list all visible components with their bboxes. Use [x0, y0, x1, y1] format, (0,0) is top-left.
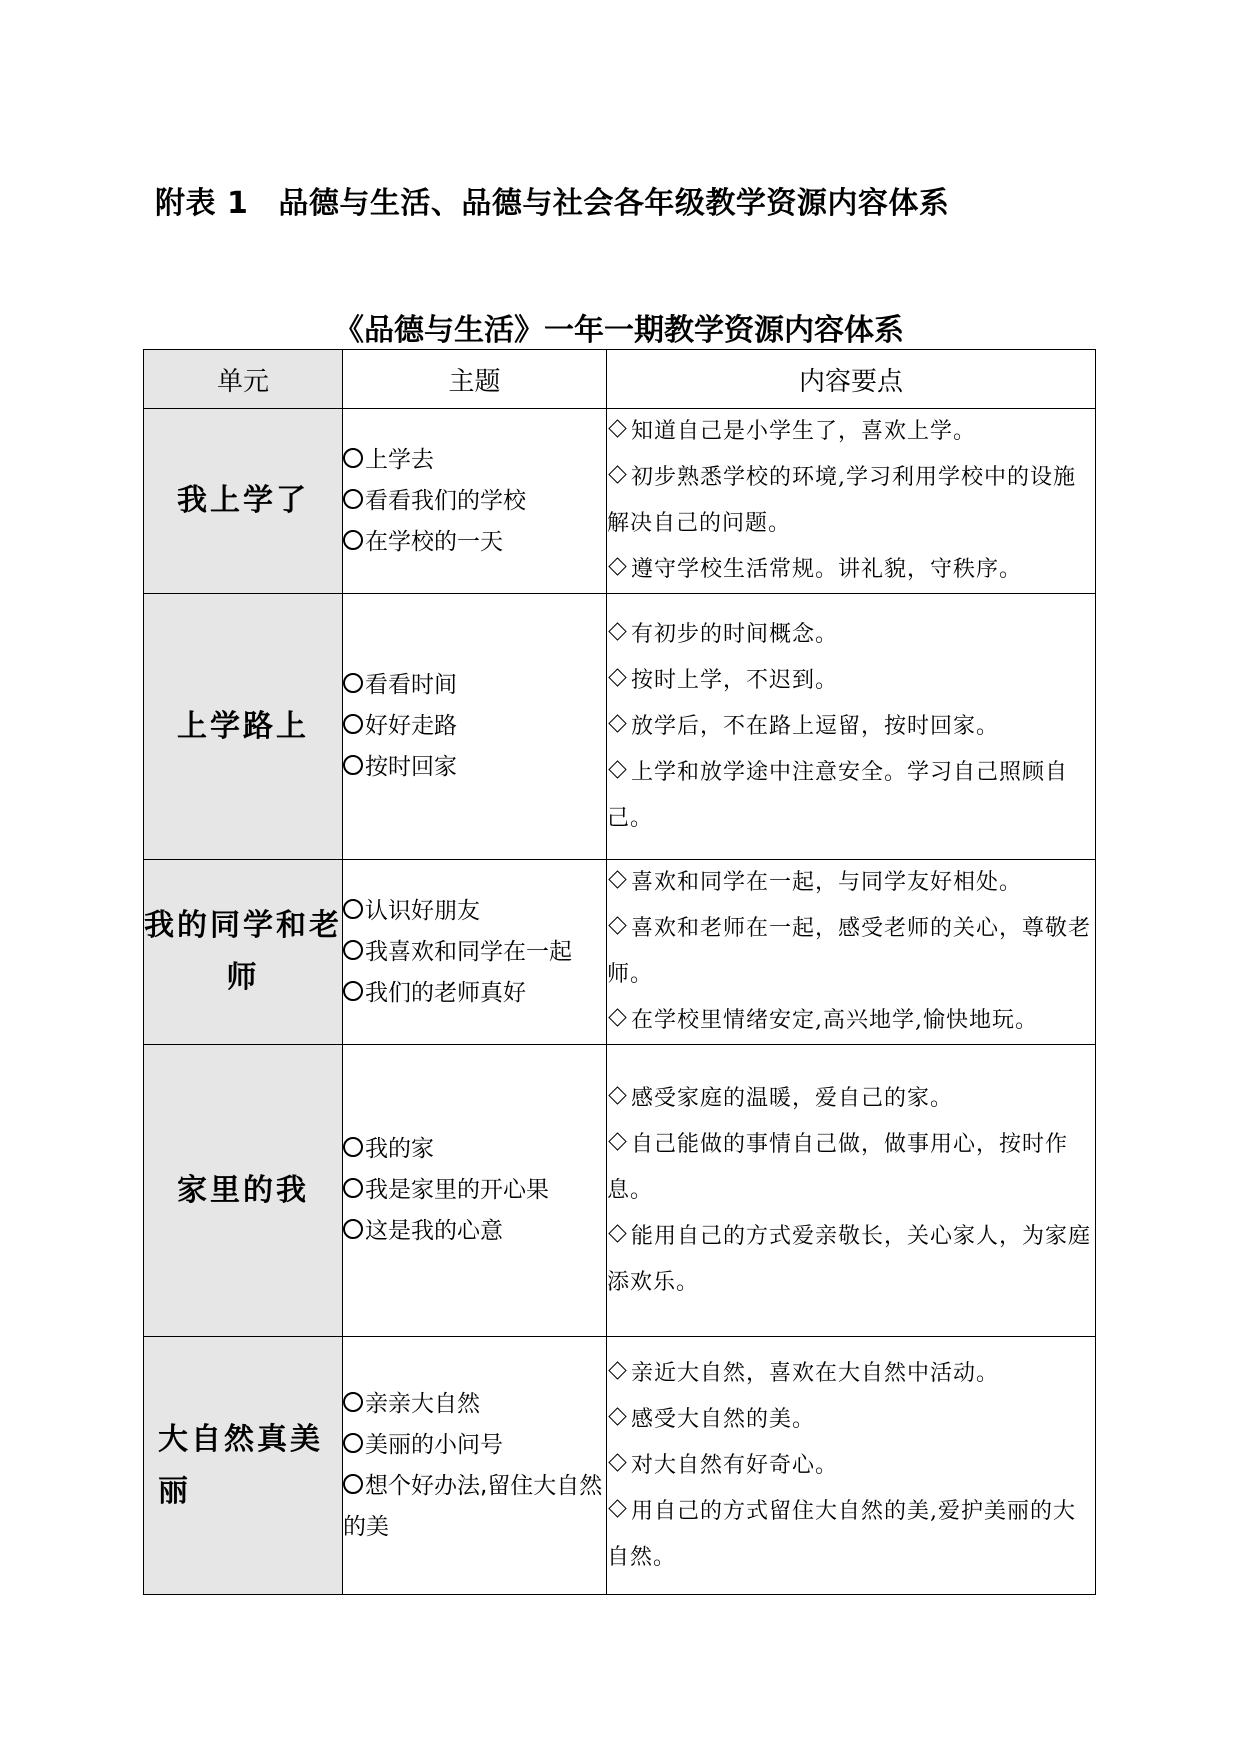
- diamond-bullet-icon: [608, 1224, 626, 1242]
- table-row: [144, 409, 1096, 594]
- table-row: [144, 594, 1096, 860]
- circle-bullet-icon: [343, 1137, 363, 1157]
- diamond-bullet-icon: [608, 1132, 626, 1150]
- diamond-bullet-icon: [608, 419, 626, 437]
- table-row: [144, 1337, 1096, 1595]
- point-item: 知道自己是小学生了，喜欢上学。: [607, 409, 1095, 455]
- appendix-title: [155, 178, 949, 222]
- circle-bullet-icon: [343, 981, 363, 1001]
- point-item: 能用自己的方式爱亲敬长，关心家人，为家庭添欢乐。: [607, 1223, 1092, 1295]
- point-item: 上学和放学途中注意安全。学习自己照顾自己。: [607, 759, 1069, 831]
- topic-item: 想个好办法,留住大自然的美: [343, 1472, 603, 1540]
- circle-bullet-icon: [343, 1474, 363, 1494]
- point-item: 喜欢和老师在一起，感受老师的关心，尊敬老师。: [607, 916, 1092, 987]
- circle-bullet-icon: [343, 1392, 363, 1412]
- topic-item: 上学去: [343, 440, 606, 481]
- circle-bullet-icon: [343, 489, 363, 509]
- topic-item: 看看时间: [343, 665, 606, 706]
- topic-item: 我是家里的开心果: [343, 1170, 606, 1211]
- point-item: 按时上学，不迟到。: [607, 658, 1095, 704]
- point-item: 在学校里情绪安定,高兴地学,愉快地玩。: [607, 998, 1095, 1044]
- point-item: 亲近大自然，喜欢在大自然中活动。: [607, 1351, 1095, 1397]
- circle-bullet-icon: [343, 714, 363, 734]
- appendix-title-text: 品德与生活、品德与社会各年级教学资源内容体系: [278, 186, 950, 221]
- diamond-bullet-icon: [608, 1407, 626, 1425]
- topic-item: 在学校的一天: [343, 522, 606, 563]
- diamond-bullet-icon: [608, 1086, 626, 1104]
- table-row: [144, 1045, 1096, 1337]
- diamond-bullet-icon: [608, 1361, 626, 1379]
- point-item: 放学后，不在路上逗留，按时回家。: [607, 704, 1095, 750]
- point-item: 对大自然有好奇心。: [607, 1443, 1095, 1489]
- topic-item: 按时回家: [343, 747, 606, 788]
- diamond-bullet-icon: [608, 760, 626, 778]
- diamond-bullet-icon: [608, 1453, 626, 1471]
- points-cell: [607, 409, 1096, 594]
- circle-bullet-icon: [343, 1433, 363, 1453]
- circle-bullet-icon: [343, 1219, 363, 1239]
- point-item: 用自己的方式留住大自然的美,爱护美丽的大自然。: [607, 1498, 1076, 1570]
- unit-cell: 大自然真美丽: [144, 1337, 343, 1595]
- point-item: 初步熟悉学校的环境,学习利用学校中的设施解决自己的问题。: [607, 465, 1076, 536]
- diamond-bullet-icon: [608, 916, 626, 934]
- diamond-bullet-icon: [608, 557, 626, 575]
- circle-bullet-icon: [343, 530, 363, 550]
- circle-bullet-icon: [343, 940, 363, 960]
- content-table: [143, 349, 1096, 1595]
- topic-cell: [343, 1337, 607, 1595]
- topic-cell: [343, 860, 607, 1045]
- diamond-bullet-icon: [608, 465, 626, 483]
- topic-cell: [343, 1045, 607, 1337]
- header-row: [144, 350, 1096, 409]
- circle-bullet-icon: [343, 673, 363, 693]
- diamond-bullet-icon: [608, 668, 626, 686]
- topic-item: 好好走路: [343, 706, 606, 747]
- topic-item: 亲亲大自然: [343, 1384, 606, 1425]
- topic-item: 我的家: [343, 1129, 606, 1170]
- circle-bullet-icon: [343, 448, 363, 468]
- header-unit: 单元: [144, 350, 343, 409]
- table-title: 《品德与生活》一年一期教学资源内容体系: [334, 313, 904, 348]
- circle-bullet-icon: [343, 899, 363, 919]
- diamond-bullet-icon: [608, 1499, 626, 1517]
- point-item: 有初步的时间概念。: [607, 612, 1095, 658]
- topic-item: 看看我们的学校: [343, 481, 606, 522]
- point-item: 自己能做的事情自己做，做事用心，按时作息。: [607, 1131, 1069, 1203]
- points-cell: [607, 1337, 1096, 1595]
- topic-item: 这是我的心意: [343, 1211, 606, 1252]
- diamond-bullet-icon: [608, 714, 626, 732]
- topic-cell: [343, 409, 607, 594]
- points-cell: [607, 1045, 1096, 1337]
- appendix-number: 附表 1: [155, 186, 249, 221]
- diamond-bullet-icon: [608, 622, 626, 640]
- table-row: [144, 860, 1096, 1045]
- points-cell: [607, 860, 1096, 1045]
- topic-item: 认识好朋友: [343, 891, 606, 932]
- diamond-bullet-icon: [608, 870, 626, 888]
- topic-item: 美丽的小问号: [343, 1425, 606, 1466]
- topic-cell: [343, 594, 607, 860]
- points-cell: [607, 594, 1096, 860]
- topic-item: 我喜欢和同学在一起: [343, 932, 606, 973]
- unit-cell: 上学路上: [144, 594, 343, 860]
- point-item: 感受大自然的美。: [607, 1397, 1095, 1443]
- point-item: 感受家庭的温暖，爱自己的家。: [607, 1076, 1095, 1122]
- circle-bullet-icon: [343, 755, 363, 775]
- point-item: 遵守学校生活常规。讲礼貌，守秩序。: [607, 547, 1095, 593]
- unit-cell: 我上学了: [144, 409, 343, 594]
- diamond-bullet-icon: [608, 1008, 626, 1026]
- unit-cell: 家里的我: [144, 1045, 343, 1337]
- topic-item: 我们的老师真好: [343, 973, 606, 1014]
- point-item: 喜欢和同学在一起，与同学友好相处。: [607, 860, 1095, 906]
- header-topic: 主题: [343, 350, 607, 409]
- circle-bullet-icon: [343, 1178, 363, 1198]
- header-points: 内容要点: [607, 350, 1096, 409]
- unit-cell: 我的同学和老师: [144, 860, 343, 1045]
